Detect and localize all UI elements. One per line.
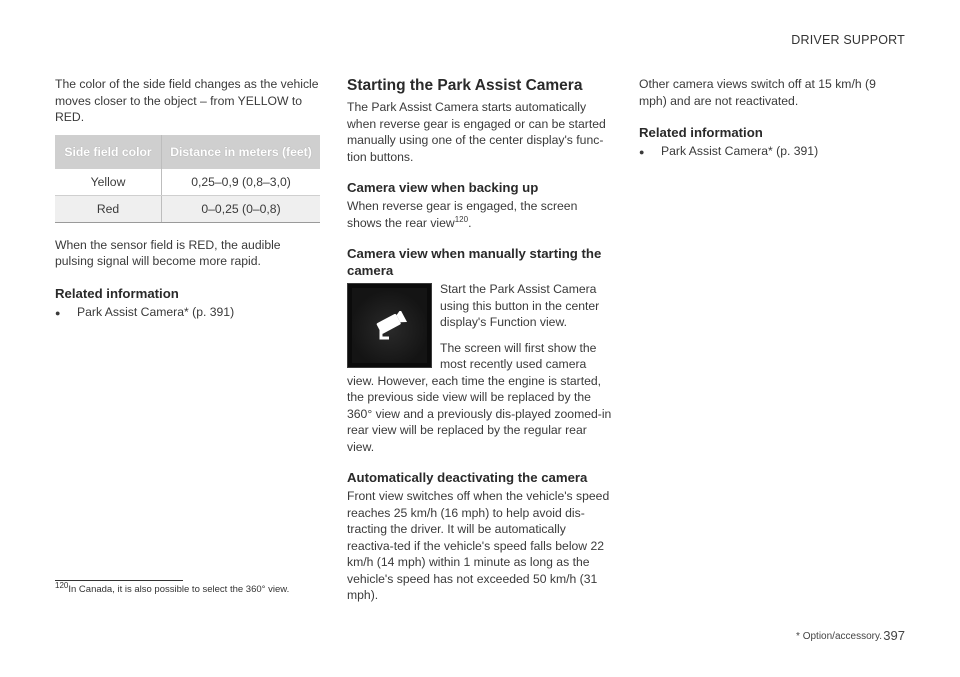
manual-paragraph-2: The screen will first show the most recently used camera view. However, each time the engine is started, the previous side view will be replaced by the 360° view and a previously dis-played zoomed-in rear view will be replaced by the regular rear view.	[347, 340, 612, 454]
bullet-icon: ●	[639, 147, 645, 157]
footnote-text: In Canada, it is also possible to select the 360° view.	[68, 584, 290, 595]
manual-heading: Camera view when manually starting the camera	[347, 246, 602, 278]
page-title: Starting the Park Assist Camera	[347, 77, 583, 94]
camera-button-image	[347, 283, 432, 368]
related-heading: Related information	[639, 125, 763, 140]
table-cell: Yellow	[55, 169, 162, 196]
page-number: 397	[883, 628, 905, 643]
bullet-icon: ●	[55, 307, 61, 318]
intro-paragraph: The Park Assist Camera starts automatically when reverse gear is engaged or can be started manually using one of the center display's func-tion buttons.	[347, 100, 606, 164]
list-item[interactable]	[639, 143, 904, 161]
footnote-number: 120	[55, 580, 69, 590]
table-cell: 0,25–0,9 (0,8–3,0)	[162, 169, 321, 196]
related-link[interactable]: Park Assist Camera* (p. 391)	[77, 304, 235, 319]
table-row	[55, 195, 320, 222]
camera-icon	[373, 311, 409, 341]
table-row	[55, 169, 320, 196]
list-item[interactable]	[55, 304, 320, 322]
footnote-divider	[55, 580, 183, 581]
distance-table	[55, 135, 320, 223]
table-cell: Red	[55, 195, 162, 222]
intro-paragraph: The color of the side field changes as the vehicle moves closer to the object – from YELLOW to RED.	[55, 77, 319, 124]
footnote	[55, 580, 290, 595]
related-list	[639, 143, 904, 161]
option-note: * Option/accessory.	[796, 631, 882, 642]
manual-paragraph-1: Start the Park Assist Camera using this button in the center display's Function view.	[440, 282, 600, 329]
manual-section	[347, 281, 612, 455]
table-header-color: Side field color	[55, 135, 162, 169]
related-heading: Related information	[55, 285, 179, 301]
section-header: DRIVER SUPPORT	[791, 33, 905, 47]
auto-paragraph: Front view switches off when the vehicle's speed reaches 25 km/h (16 mph) to help avoid dis-tracting the driver. It will be automatically reactiva-ted if the vehicle's speed falls below 22 km/h (14 mph) within 1 minute as long as the vehicle's speed has not exceeded 50 km/h (31 mph).	[347, 489, 610, 602]
punctuation: .	[468, 215, 472, 230]
table-cell: 0–0,25 (0–0,8)	[162, 195, 321, 222]
table-header-distance: Distance in meters (feet)	[162, 135, 321, 169]
backing-heading: Camera view when backing up	[347, 180, 539, 195]
related-list	[55, 304, 320, 322]
backing-text: When reverse gear is engaged, the screen shows the rear view	[347, 199, 578, 230]
other-views-paragraph: Other camera views switch off at 15 km/h (9 mph) and are not reactivated.	[639, 77, 876, 108]
column-3	[639, 76, 904, 161]
backing-paragraph	[347, 198, 612, 231]
column-2	[347, 76, 612, 604]
sensor-paragraph: When the sensor field is RED, the audible pulsing signal will become more rapid.	[55, 237, 281, 268]
auto-heading: Automatically deactivating the camera	[347, 470, 588, 485]
footnote-ref[interactable]: 120	[454, 214, 469, 224]
related-link[interactable]: Park Assist Camera* (p. 391)	[661, 144, 819, 158]
column-1	[55, 76, 320, 321]
